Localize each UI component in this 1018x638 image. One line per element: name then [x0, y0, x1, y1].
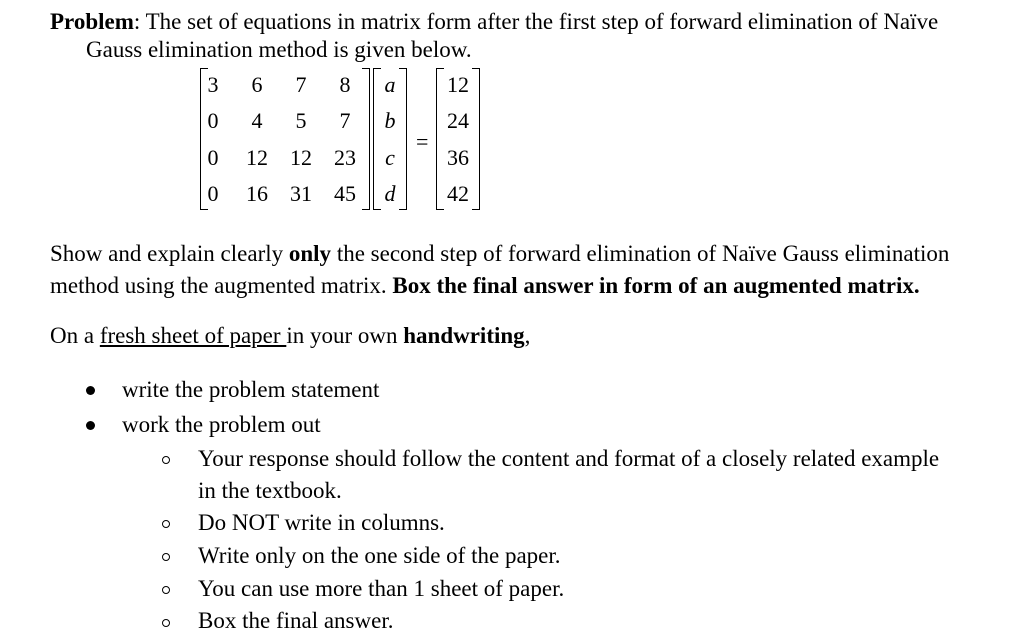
sub-bullet-circle	[162, 553, 170, 561]
rhs-cell: 42	[447, 181, 469, 206]
instruction-line-1	[50, 240, 949, 268]
bullet-dot	[86, 386, 95, 395]
problem-colon: :	[133, 9, 141, 34]
matrix-cell: 0	[207, 145, 219, 170]
problem-label: Problem	[50, 9, 134, 34]
bullet-item: work the problem out	[122, 412, 321, 437]
rhs-cell: 12	[447, 72, 469, 97]
vector-cell: a	[384, 72, 396, 97]
instruction-text: Show and explain clearly	[50, 241, 289, 266]
instruction-text: in your own	[286, 323, 404, 348]
rhs-vector	[436, 68, 480, 210]
matrix-cell: 12	[290, 145, 312, 170]
matrix-cell: 7	[295, 72, 307, 97]
sub-bullet-circle	[162, 619, 170, 627]
matrix-cell: 0	[207, 108, 219, 133]
equals-sign: =	[416, 129, 429, 154]
instruction-underlined: fresh sheet of paper	[99, 323, 287, 348]
matrix-cell: 45	[334, 181, 356, 206]
matrix-cell: 4	[251, 108, 263, 133]
sub-bullet-circle	[162, 520, 170, 528]
matrix-cell: 6	[251, 72, 263, 97]
instruction-text: ,	[524, 323, 531, 348]
matrix-cell: 16	[246, 181, 268, 206]
vector-cell: c	[385, 145, 395, 170]
matrix-cell: 3	[207, 72, 219, 97]
sub-bullet-item: Box the final answer.	[198, 608, 394, 633]
sub-bullet-item-continued: in the textbook.	[198, 478, 342, 503]
problem-text-1: The set of equations in matrix form after the first step of forward elimination of Naïve	[140, 9, 939, 34]
instruction-line-2	[50, 272, 920, 300]
matrix-cell: 0	[207, 181, 219, 206]
coefficient-matrix	[200, 68, 370, 210]
vector-cell: b	[384, 108, 396, 133]
sub-bullet-circle	[162, 586, 170, 594]
rhs-cell: 24	[447, 108, 469, 133]
sub-bullet-item: You can use more than 1 sheet of paper.	[198, 576, 565, 601]
sub-bullet-item: Do NOT write in columns.	[198, 510, 445, 535]
problem-line-1	[50, 8, 938, 36]
bullet-dot	[86, 421, 95, 430]
unknown-vector	[373, 68, 407, 210]
instruction-text: method using the augmented matrix.	[50, 273, 393, 298]
instruction-text: On a	[50, 323, 100, 348]
sub-bullet-circle	[162, 456, 170, 464]
sub-bullet-item: Write only on the one side of the paper.	[198, 543, 561, 568]
instruction-line-3	[50, 322, 530, 350]
bullet-item: write the problem statement	[122, 377, 380, 402]
matrix-cell: 5	[295, 108, 307, 133]
instruction-text: the second step of forward elimination of Naïve Gauss elimination	[331, 241, 950, 266]
instruction-emphasis: only	[288, 241, 332, 266]
matrix-cell: 7	[339, 108, 351, 133]
problem-line-2: Gauss elimination method is given below.	[86, 37, 472, 62]
matrix-cell: 31	[290, 181, 312, 206]
instruction-emphasis: Box the final answer in form of an augmented matrix.	[392, 273, 920, 298]
matrix-cell: 12	[246, 145, 268, 170]
sub-bullet-item: Your response should follow the content and format of a closely related example	[198, 446, 940, 471]
matrix-cell: 23	[334, 145, 356, 170]
instruction-emphasis: handwriting	[403, 323, 525, 348]
rhs-cell: 36	[447, 145, 469, 170]
vector-cell: d	[384, 181, 396, 206]
matrix-cell: 8	[339, 72, 351, 97]
